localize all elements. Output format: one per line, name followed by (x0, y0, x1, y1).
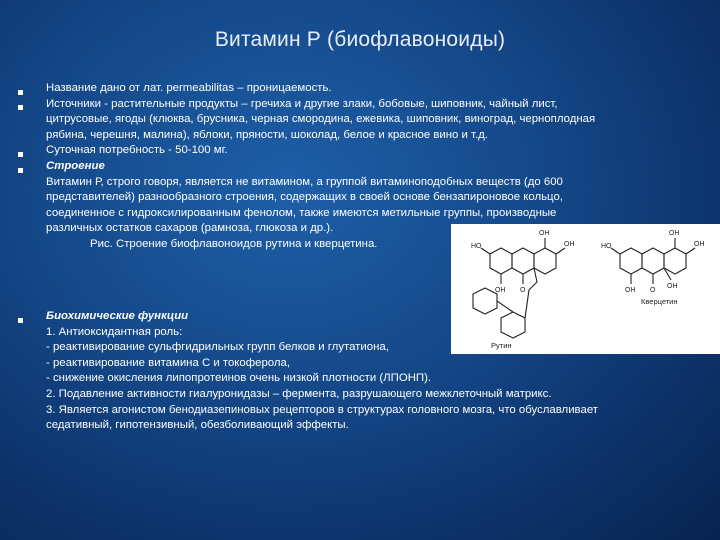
label-oh: OH (625, 287, 636, 294)
text-line: - реактивирование сульфгидрильных групп белков и глутатиона, (46, 341, 389, 354)
text-line: Название дано от лат. permeabilitas – проницаемость. (46, 82, 332, 94)
text-line: рябина, черешня, малина), яблоки, пряности, шоколад, белое и красное вино и т.д. (46, 128, 488, 141)
text-line: седативный, гипотензивный, обезболивающий эффекты. (46, 419, 349, 432)
figure-caption: Рис. Строение биофлавоноидов рутина и кверцетина. (90, 237, 378, 250)
section-heading-functions: Биохимические функции (46, 310, 189, 322)
bullet-marker (18, 90, 23, 95)
quercetin-molecule (611, 238, 695, 284)
text-line: Витамин Р, строго говоря, является не витамином, а группой витаминоподобных веществ (до 600 (46, 175, 563, 188)
bullet-marker (18, 318, 23, 323)
bullet-marker (18, 152, 23, 157)
text-line: различных остатков сахаров (рамноза, глюкоза и др.). (46, 222, 334, 235)
label-quercetin: Кверцетин (641, 297, 678, 306)
flavonoid-structure-figure (451, 224, 720, 354)
label-oh: OH (669, 230, 680, 237)
bullet-marker (18, 168, 23, 173)
rutin-molecule (473, 238, 565, 338)
text-line: - реактивирование витамина С и токоферола, (46, 356, 291, 369)
label-ho: HO (471, 243, 482, 250)
text-line: цитрусовые, ягоды (клюква, брусника, черная смородина, ежевика, шиповник, виноград, черноплодная (46, 113, 596, 126)
label-oh: OH (495, 287, 506, 294)
text-line: 2. Подавление активности гиалуронидазы – фермента, разрушающего межклеточный матрикс. (46, 387, 552, 400)
text-line: соединенное с гидроксилированным фенолом, также имеются метильные группы, производные (46, 206, 557, 219)
label-rutin: Рутин (491, 341, 512, 350)
text-line: 3. Является агонистом бенодиазепиновых рецепторов в структурах головного мозга, что обуславливает (46, 403, 598, 416)
label-oh: OH (539, 230, 550, 237)
text-line: Суточная потребность - 50-100 мг. (46, 144, 228, 157)
slide-title: Витамин Р (биофлавоноиды) (214, 28, 506, 51)
section-heading-structure: Строение (46, 159, 105, 172)
bullet-marker (18, 105, 23, 110)
text-line: Источники - растительные продукты – гречиха и другие злаки, бобовые, шиповник, чайный лист, (46, 97, 558, 110)
label-oh: OH (564, 241, 575, 248)
label-o: O (520, 287, 526, 294)
structure-drawing (451, 224, 720, 354)
label-ho: HO (601, 243, 612, 250)
label-oh: OH (667, 283, 678, 290)
text-line: представителей) разнообразного строения, содержащих в своей основе бензапироновое кольцо, (46, 191, 563, 204)
text-line: - снижение окисления липопротеинов очень низкой плотности (ЛПОНП). (46, 372, 432, 385)
label-o: O (650, 287, 656, 294)
label-oh: OH (694, 241, 705, 248)
text-line: 1. Антиоксидантная роль: (46, 325, 183, 338)
